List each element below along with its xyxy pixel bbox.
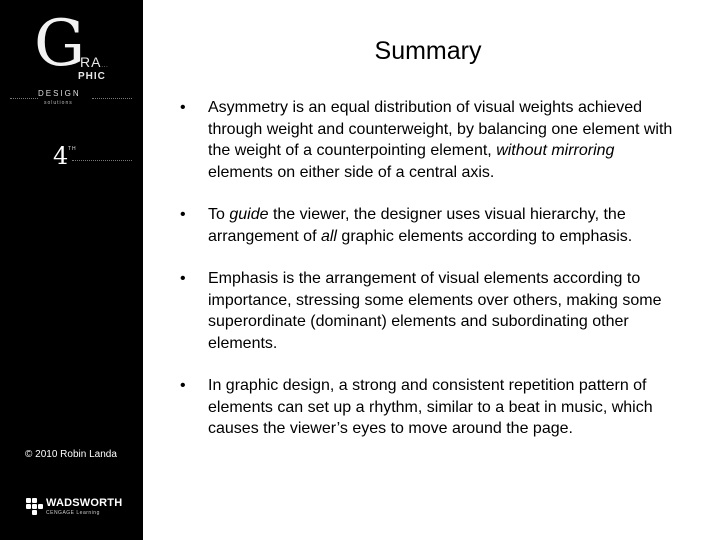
copyright-text: © 2010 Robin Landa	[25, 449, 117, 460]
bullet-item	[180, 204, 680, 247]
bullet-text: the viewer, the designer uses visual hierarchy, the arrangement of	[208, 206, 626, 245]
bullet-item	[180, 375, 680, 440]
sidebar-panel	[0, 0, 143, 540]
bullet-text: In graphic design, a strong and consistent repetition pattern of elements can set up a rhythm, similar to a beat in music, which causes the viewer’s eyes to move around the page.	[208, 377, 653, 437]
bullet-text-emphasis: guide	[229, 206, 269, 223]
book-logo-design: DESIGN	[38, 89, 81, 98]
bullet-text: Asymmetry is an equal distribution of visual weights achieved through weight and counterweight, by balancing one element with the weight of a counterpointing element,	[208, 99, 673, 159]
divider	[72, 160, 132, 161]
publisher-logo	[26, 497, 126, 521]
book-logo-ra: RA...	[80, 54, 109, 70]
bullet-text-emphasis: all	[320, 227, 337, 245]
divider	[92, 98, 132, 99]
publisher-subtitle: CENGAGE Learning	[46, 510, 100, 516]
bullet-dot-icon: •	[180, 99, 186, 116]
bullet-text: Emphasis is the arrangement of visual elements according to importance, stressing some elements over others, making some superordinate (dominant) elements and subordinating other elements.	[208, 270, 662, 352]
book-logo-letter: G	[34, 7, 86, 81]
bullet-item	[180, 268, 680, 354]
bullet-text-emphasis: without mirroring	[496, 142, 615, 159]
bullet-item	[180, 97, 680, 183]
bullet-dot-icon: •	[180, 377, 186, 394]
divider	[10, 98, 38, 99]
publisher-mark-icon	[26, 498, 42, 516]
slide-title: Summary	[374, 37, 482, 65]
book-logo-solutions: solutions	[44, 100, 73, 106]
book-logo-phic: PHIC	[78, 71, 106, 82]
publisher-name: WADSWORTH	[46, 497, 123, 509]
edition-suffix: TH	[68, 146, 77, 152]
bullet-text: graphic elements according to emphasis.	[336, 227, 633, 245]
bullet-text: elements on either side of a central axis.	[208, 163, 495, 181]
edition-number: 4	[53, 142, 69, 170]
bullet-dot-icon: •	[180, 206, 186, 223]
bullet-text: To	[208, 206, 230, 223]
bullet-list	[180, 97, 680, 461]
bullet-dot-icon: •	[180, 270, 186, 287]
